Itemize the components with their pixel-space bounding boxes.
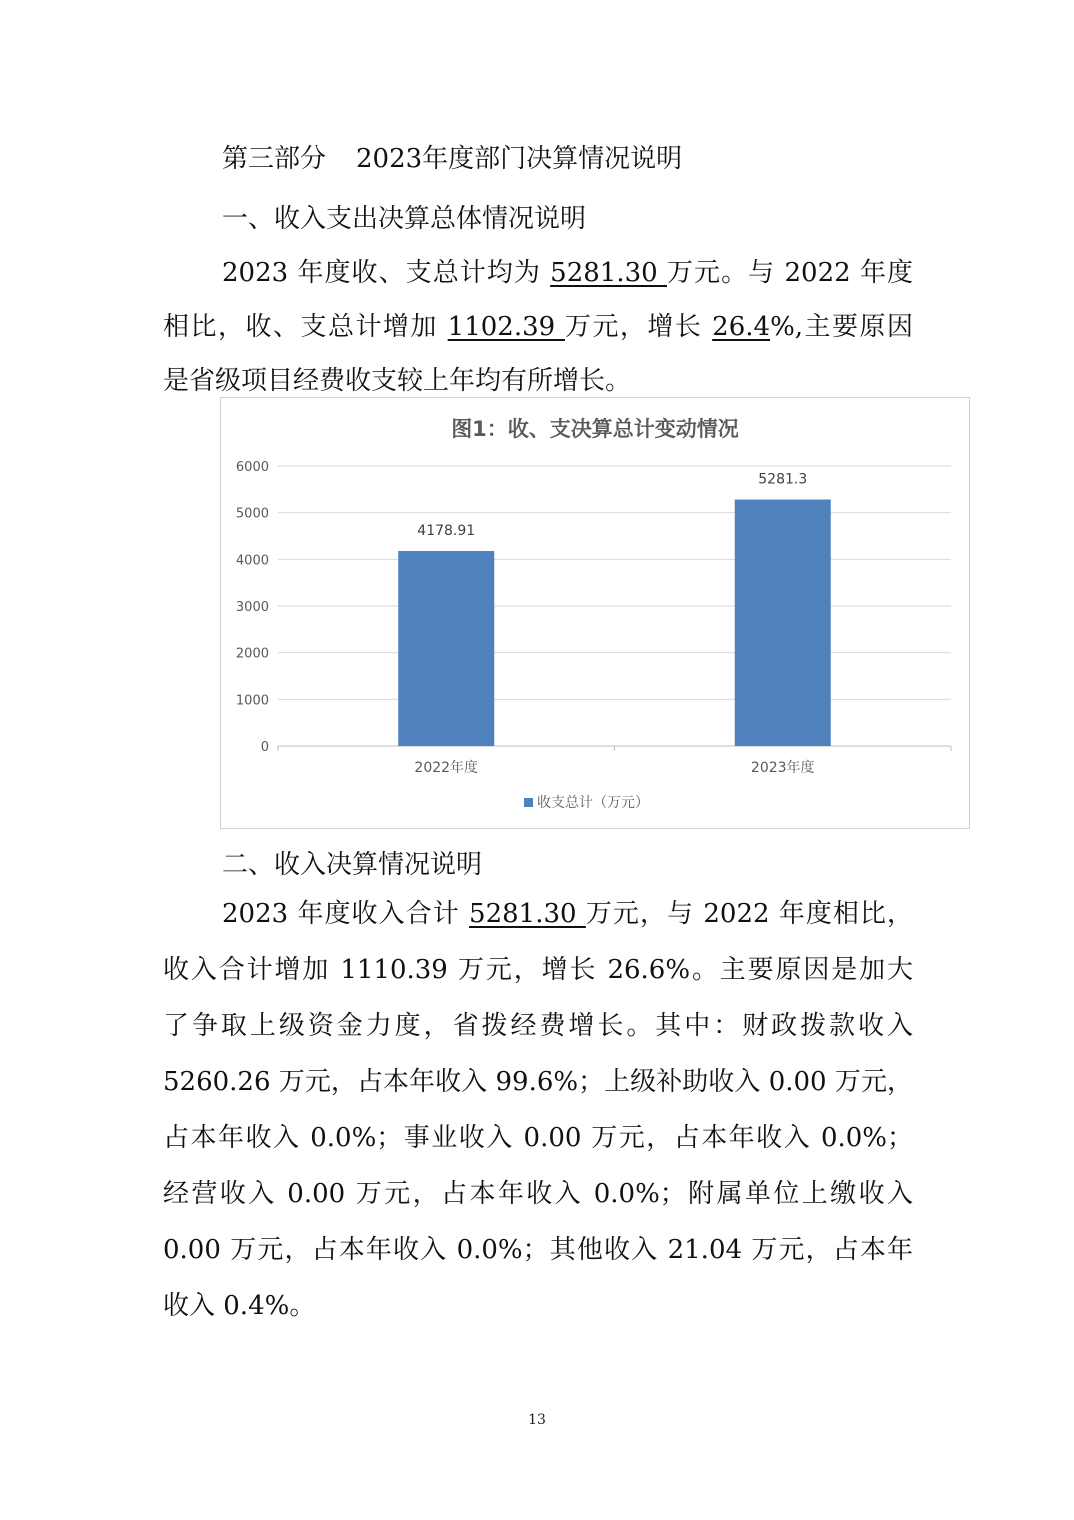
- para1-line-1: 2023 年度收、支总计均为 5281.30 万元。与 2022 年度: [222, 258, 913, 288]
- page-number: 13: [528, 1412, 546, 1428]
- income-total: 5281.30: [469, 899, 586, 929]
- y-tick-label: 0: [260, 740, 269, 755]
- y-tick-label: 3000: [235, 600, 269, 615]
- bar-chart: [221, 398, 969, 828]
- data-label: 5281.3: [758, 471, 808, 488]
- growth-rate: 26.4: [712, 312, 771, 342]
- para2-line-3: 了争取上级资金力度，省拨经费增长。其中：财政拨款收入: [163, 1011, 913, 1041]
- x-tick-label: 2023年度: [750, 760, 815, 776]
- total-amount: 5281.30: [550, 258, 667, 288]
- heading-income-expense-overview: 一、收入支出决算总体情况说明: [222, 204, 587, 234]
- para2-line-8: 收入 0.4%。: [163, 1291, 316, 1321]
- bar: [735, 500, 831, 746]
- bar: [398, 551, 494, 746]
- para2-line-7: 0.00 万元，占本年收入 0.0%；其他收入 21.04 万元，占本年: [163, 1235, 913, 1265]
- y-tick-label: 1000: [235, 693, 269, 709]
- increase-amount: 1102.39: [447, 312, 565, 342]
- section-part-label: 第三部分: [222, 144, 327, 174]
- y-tick-label: 6000: [235, 460, 269, 475]
- x-tick-label: 2022年度: [414, 760, 479, 776]
- y-tick-label: 5000: [235, 506, 269, 522]
- para2-line-2: 收入合计增加 1110.39 万元，增长 26.6%。主要原因是加大: [163, 955, 913, 985]
- legend-swatch: [524, 798, 533, 807]
- data-label: 4178.91: [417, 522, 476, 539]
- para2-line-4: 5260.26 万元，占本年收入 99.6%；上级补助收入 0.00 万元，: [163, 1067, 913, 1097]
- y-tick-label: 4000: [235, 553, 269, 569]
- section-title: [222, 142, 682, 176]
- para2-line-1: 2023 年度收入合计 5281.30 万元，与 2022 年度相比，: [222, 899, 914, 929]
- para2-line-6: 经营收入 0.00 万元，占本年收入 0.0%；附属单位上缴收入: [163, 1179, 913, 1209]
- section-title-text: 2023年度部门决算情况说明: [356, 144, 683, 174]
- legend-label: 收支总计（万元）: [537, 795, 649, 811]
- chart-container: [220, 397, 970, 829]
- para1-line-3: 是省级项目经费收支较上年均有所增长。: [163, 366, 632, 396]
- heading-income-detail: 二、收入决算情况说明: [222, 850, 483, 880]
- para1-line-2: 相比，收、支总计增加 1102.39 万元，增长 26.4%,主要原因: [163, 312, 913, 342]
- chart-title: 图1：收、支决算总计变动情况: [451, 417, 739, 441]
- para2-line-5: 占本年收入 0.0%；事业收入 0.00 万元，占本年收入 0.0%；: [163, 1123, 913, 1153]
- y-tick-label: 2000: [235, 646, 269, 662]
